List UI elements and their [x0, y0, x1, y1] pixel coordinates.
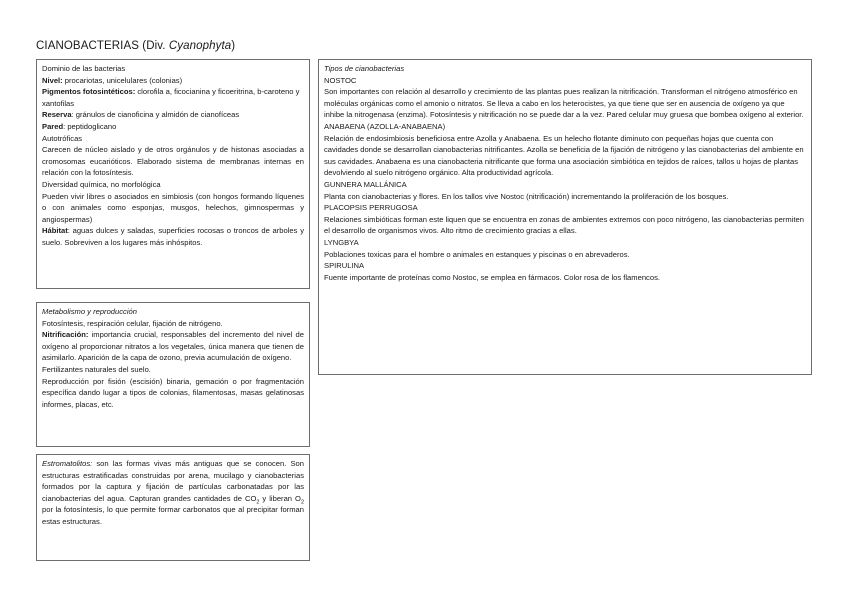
type-desc-placopsis: Relaciones simbióticas forman este liquen que se encuentra en zonas de ambientes extremos con poco nitrógeno, las cianobacterias permiten el desarrollo de organismos vivos. Alto ritmo de crecimiento gracias a ellas. [324, 214, 804, 236]
types-heading: Tipos de cianobacterias [324, 64, 405, 73]
diversidad-line: Diversidad química, no morfológica [42, 179, 161, 189]
reproduccion-paragraph: Reproducción por fisión (escisión) binaria, gemación o por fragmentación específica dando lugar a tipos de colonias, filamentosas, masas gelatinosas informes, placas, etc. [42, 376, 304, 409]
page-title: CIANOBACTERIAS (Div. Cyanophyta) [36, 40, 236, 52]
type-desc-nostoc: Son importantes con relación al desarrollo y crecimiento de las plantas pues realizan la nitrificación. Transforman el nitrógeno atmosférico en moléculas orgánicas como el amonio o nitratos. Se lleva a cabo en los heterocistes, ya que tiene que ser en ausencia de oxígeno ya que inhibe la nitrogenasa (enzima). Fotosíntesis y nitrificación no se puede dar a la vez. Pared celular muy gruesa que bombea oxígeno al exterior. [324, 87, 804, 120]
general-characteristics-box [36, 59, 310, 289]
type-desc-anabaena: Relación de endosimbiosis beneficiosa entre Azolla y Anabaena. Es un helecho flotante diminuto con pequeñas hojas que cuenta con cavidades donde se desarrollan cianobacterias nitrificantes. Azolla se beneficia de la fijación de nitrógeno y las cianobacterias del ambiente en sus cavidades. Anabaena es una cianobacteria nitrificante que forma una asociación simbiótica en tejidos de raíces, tallos u hojas de plantas devolviendo al suelo nitrógeno orgánico. Alta productividad agrícola. [324, 133, 804, 178]
types-box [318, 59, 812, 375]
autotroficas-line: Autotróficas [42, 133, 83, 143]
metabolism-heading: Metabolismo y reproducción [42, 307, 137, 316]
habitat-paragraph: Hábitat: aguas dulces y saladas, superficies rocosas o troncos de arboles y suelo. Sobreviven a los lugares más inhóspitos. [42, 226, 304, 247]
type-name-lyngbya: LYNGBYA [324, 237, 359, 247]
type-name-nostoc: NOSTOC [324, 75, 357, 85]
simbiosis-paragraph: Pueden vivir libres o asociados en simbiosis (con hongos formando líquenes o con animales como esponjas, musgos, helechos, gimnospermas y angiospermas) [42, 191, 304, 224]
pigmentos-line: Pigmentos fotosintéticos: clorofila a, ficocianina y ficoeritrina, b-caroteno y xantofilas [42, 87, 300, 108]
fertilizantes-line: Fertilizantes naturales del suelo. [42, 364, 151, 374]
type-desc-gunnera: Planta con cianobacterias y flores. En los tallos vive Nostoc (nitrificación) incrementando la proliferación de los bosques. [324, 191, 729, 201]
nitrificacion-paragraph: Nitrificación: importancia crucial, responsables del incremento del nivel de oxígeno al proporcionar nitratos a los vegetales, única manera que tienen de asimilarlo. Aparición de la capa de ozono, previa acumulación de oxígeno. [42, 330, 304, 363]
type-name-anabaena: ANABAENA (AZOLLA-ANABAENA) [324, 121, 446, 131]
type-name-gunnera: GUNNERA MALLÁNICA [324, 179, 407, 189]
metabolism-box [36, 302, 310, 447]
carecen-paragraph: Carecen de núcleo aislado y de otros orgánulos y de histonas asociadas a cromosomas eucarióticos. Elaborado sistema de membranas internas en relación con la fotosíntesis. [42, 145, 304, 178]
type-desc-lyngbya: Poblaciones toxicas para el hombre o animales en estanques y piscinas o en abrevaderos. [324, 249, 630, 259]
fotosintesis-line: Fotosíntesis, respiración celular, fijación de nitrógeno. [42, 318, 223, 328]
estromatolitos-box [36, 454, 310, 561]
type-name-placopsis: PLACOPSIS PERRUGOSA [324, 203, 418, 213]
nivel-line: Nivel: procariotas, unicelulares (colonias) [42, 75, 183, 85]
pared-line: Pared: peptidoglicano [42, 121, 117, 131]
estromatolitos-paragraph: Estromatolitos: son las formas vivas más antiguas que se conocen. Son estructuras estratificadas construidas por arena, mucilago y cianobacterias formados por la captura y fijación de partículas carbonatadas por las cianobacterias del agua. Capturan grandes cantidades de $CO_2$ y liberan $O_2$ por la fotosíntesis, lo que permite formar carbonatos que al precipitar forman estas estructuras. [42, 459, 304, 526]
reserva-line: Reserva: gránulos de cianoficina y almidón de cianofíceas [42, 110, 240, 120]
type-desc-spirulina: Fuente importante de proteínas como Nostoc, se emplea en fármacos. Color rosa de los flamencos. [324, 272, 660, 282]
type-name-spirulina: SPIRULINA [324, 261, 365, 271]
dominio-line: Dominio de las bacterias [42, 64, 126, 73]
